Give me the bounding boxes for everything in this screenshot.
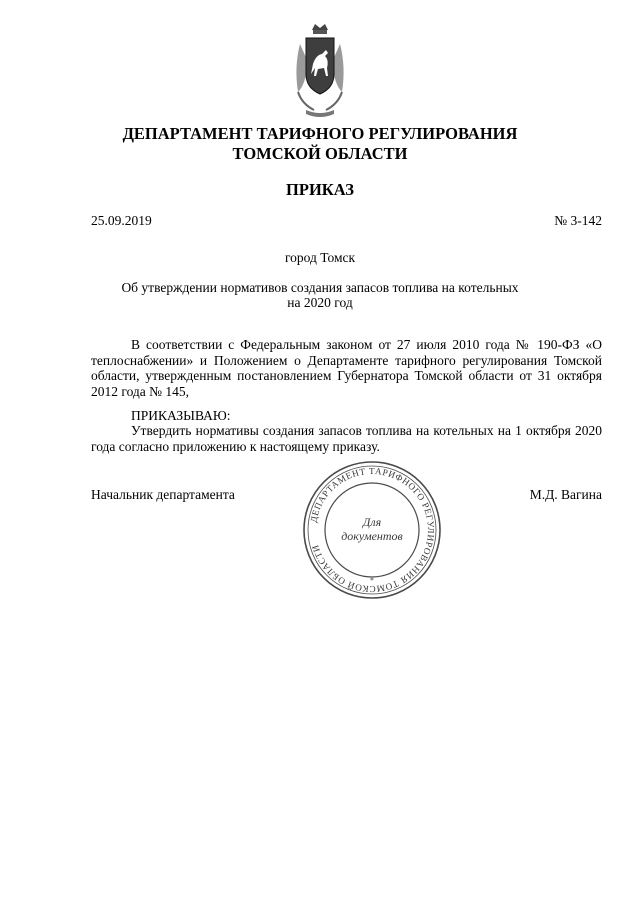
coat-of-arms-icon <box>292 22 348 120</box>
document-date: 25.09.2019 <box>91 213 152 228</box>
document-number: № 3-142 <box>554 213 602 228</box>
stamp-ring-text: ДЕПАРТАМЕНТ ТАРИФНОГО РЕГУЛИРОВАНИЯ ТОМСКОЙ ОБЛАСТИ <box>308 465 437 595</box>
signer-position: Начальник департамента <box>91 487 235 502</box>
stamp-star-icon: * <box>370 576 374 585</box>
subject-line1: Об утверждении нормативов создания запасов топлива на котельных <box>121 280 519 295</box>
signer-name: М.Д. Вагина <box>529 487 602 502</box>
order-paragraph: Утвердить нормативы создания запасов топлива на котельных на 1 октября 2020 года согласно приложению к настоящему приказу. <box>91 423 602 454</box>
organization-title <box>0 124 640 164</box>
stamp-center-line2: документов <box>341 529 403 543</box>
preamble-paragraph: В соответствии с Федеральным законом от 27 июля 2010 года № 190-ФЗ «О теплоснабжении» и Положением о Департаменте тарифного регулирования Томской области, утвержденным постановлением Губернатора Томской области от 31 октября 2012 года № 145, <box>91 337 602 399</box>
order-word: ПРИКАЗЫВАЮ: <box>131 408 231 423</box>
subject-line2: на 2020 год <box>287 295 353 310</box>
organization-title-line2: ТОМСКОЙ ОБЛАСТИ <box>232 144 408 163</box>
document-type-title: ПРИКАЗ <box>286 180 354 199</box>
official-stamp <box>300 458 444 602</box>
stamp-center-line1: Для <box>362 515 382 529</box>
city-line: город Томск <box>284 250 356 265</box>
document-subject <box>0 280 640 310</box>
organization-title-line1: ДЕПАРТАМЕНТ ТАРИФНОГО РЕГУЛИРОВАНИЯ <box>122 124 518 143</box>
